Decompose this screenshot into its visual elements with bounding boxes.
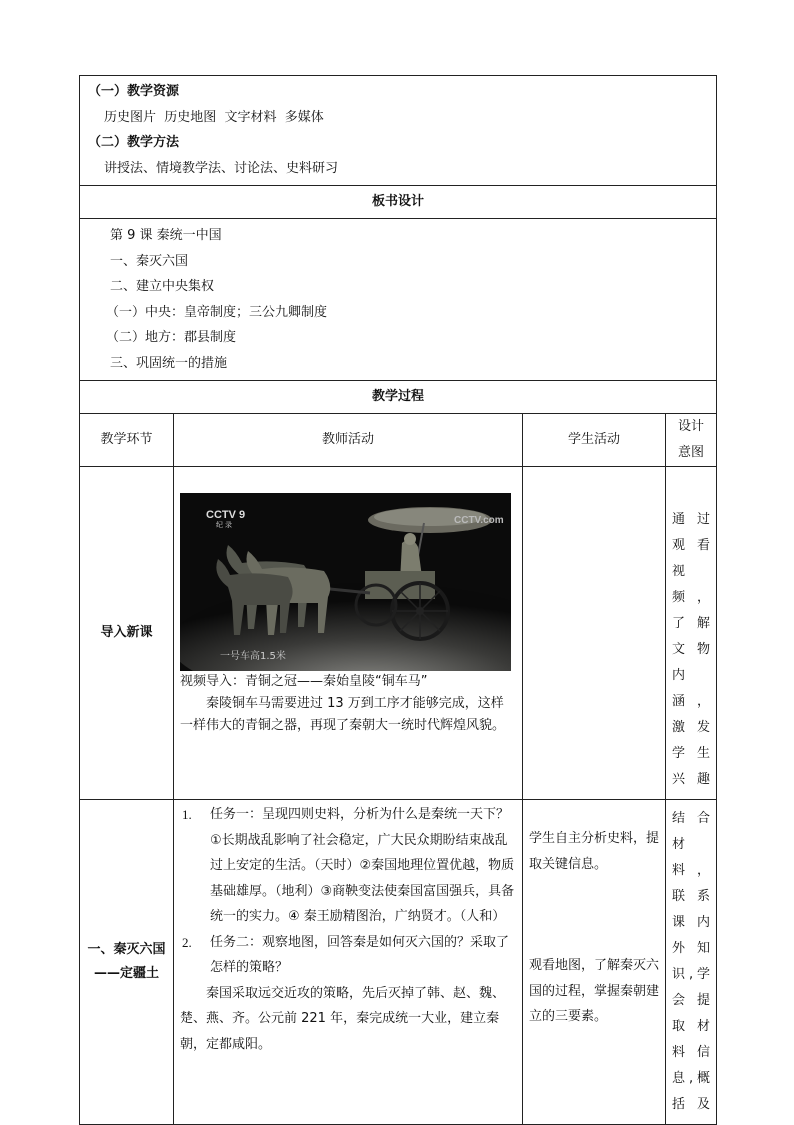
design-line: 联 系	[672, 889, 711, 904]
unify-student-cell	[523, 800, 666, 1125]
unify-stage	[80, 800, 174, 1125]
student-activity-1: 学生自主分析史料，提取关键信息。	[529, 831, 660, 872]
video-description: 秦陵铜车马需要进过 13 万到工序才能够完成，这样一样伟大的青铜之器，再现了秦朝大一统时代辉煌风貌。	[180, 696, 506, 733]
header-stage: 教学环节	[80, 414, 174, 467]
design-line: 学 生	[672, 746, 711, 761]
video-channel-sub: 纪 录	[216, 522, 232, 529]
design-line: 息,概	[672, 1071, 711, 1086]
student-activity-2: 观看地图，了解秦灭六国的过程，掌握秦朝建立的三要素。	[529, 958, 660, 1024]
process-title-row	[80, 381, 717, 414]
board-line: （二）地方：郡县制度	[106, 330, 237, 345]
header-design-line: 设计	[678, 419, 705, 434]
resources-heading: （一）教学资源	[88, 84, 180, 99]
intro-teacher-cell	[174, 467, 523, 800]
board-title: 板书设计	[80, 186, 717, 219]
task-text	[210, 930, 516, 981]
video-subtitle: 一号车高1.5米	[220, 651, 286, 662]
design-line: 内涵，	[672, 668, 711, 709]
video-watermark: CCTV.com	[454, 515, 504, 526]
header-teacher: 教师活动	[174, 414, 523, 467]
lesson-plan-table	[79, 75, 717, 1125]
methods-heading: （二）教学方法	[88, 135, 180, 150]
video-channel-logo: CCTV 9	[206, 509, 246, 521]
design-line: 激 发	[672, 720, 711, 735]
design-line: 了 解	[672, 616, 711, 631]
task-number: 2.	[182, 934, 192, 950]
board-line: 一、秦灭六国	[110, 253, 189, 269]
design-line: 课 内	[672, 915, 711, 930]
task-item	[180, 930, 516, 981]
design-line: 通 过	[672, 512, 711, 527]
resources-methods-cell	[80, 76, 717, 186]
header-student: 学生活动	[523, 414, 666, 467]
design-line: 会 提	[672, 993, 711, 1008]
intro-student	[523, 467, 666, 800]
intro-row	[80, 467, 717, 800]
board-content-row	[80, 219, 717, 381]
design-line: 材料，	[672, 837, 711, 878]
design-line: 文 物	[672, 642, 711, 657]
task-item	[180, 802, 516, 930]
task-text: 任务一：呈现四则史料，分析为什么是秦统一天下？①长期战乱影响了社会稳定，广大民众期盼结束战乱过上安定的生活。（天时）②秦国地理位置优越，物质基础雄厚。（地利）③商鞅变法使秦国富国强兵，具备统一的实力。④ 秦王励精图治，广纳贤才。（人和）	[210, 807, 515, 924]
video-caption: 视频导入：青铜之冠——秦始皇陵“铜车马”	[180, 674, 428, 689]
document-page	[79, 75, 716, 1125]
board-content	[80, 219, 717, 381]
resources-content: 历史图片 历史地图 文字材料 多媒体	[104, 109, 324, 125]
design-line: 兴趣	[672, 772, 711, 787]
header-design-line: 意图	[678, 445, 705, 460]
methods-content: 讲授法、情境教学法、讨论法、史料研习	[104, 160, 339, 176]
board-line: （一）中央：皇帝制度；三公九卿制度	[106, 304, 328, 320]
board-line: 二、建立中央集权	[110, 279, 215, 294]
board-title-row	[80, 186, 717, 219]
header-design	[666, 414, 717, 467]
intro-design	[666, 467, 717, 800]
resources-row	[80, 76, 717, 186]
task-number: 1.	[182, 807, 192, 822]
design-line: 取 材	[672, 1019, 711, 1034]
design-line: 观 看	[672, 538, 711, 553]
design-line: 括 及	[672, 1097, 711, 1112]
task-answer: 秦国采取远交近攻的策略，先后灭掉了韩、赵、魏、楚、燕、齐。公元前 221 年，秦完成统一大业，建立秦朝，定都咸阳。	[180, 985, 506, 1052]
unify-stage-line: 一、秦灭六国	[87, 942, 166, 957]
unify-stage-line: ——定疆土	[93, 966, 159, 981]
design-line: 结 合	[672, 811, 711, 826]
video-still[interactable]	[180, 493, 511, 671]
unify-row	[80, 800, 717, 1125]
task-question: 任务二：观察地图，回答秦是如何灭六国的？采取了怎样的策略？	[210, 934, 510, 975]
design-line: 识,学	[672, 967, 711, 982]
board-line: 三、巩固统一的措施	[110, 355, 228, 371]
design-line: 料 信	[672, 1045, 711, 1060]
process-title: 教学过程	[80, 381, 717, 414]
process-header-row	[80, 414, 717, 467]
intro-stage: 导入新课	[80, 467, 174, 800]
design-line: 外 知	[672, 941, 711, 956]
design-line: 视频，	[672, 564, 711, 605]
unify-teacher-cell	[174, 800, 523, 1125]
intro-teacher-text	[174, 671, 522, 743]
unify-design	[666, 800, 717, 1125]
board-line: 第 9 课 秦统一中国	[110, 228, 222, 243]
